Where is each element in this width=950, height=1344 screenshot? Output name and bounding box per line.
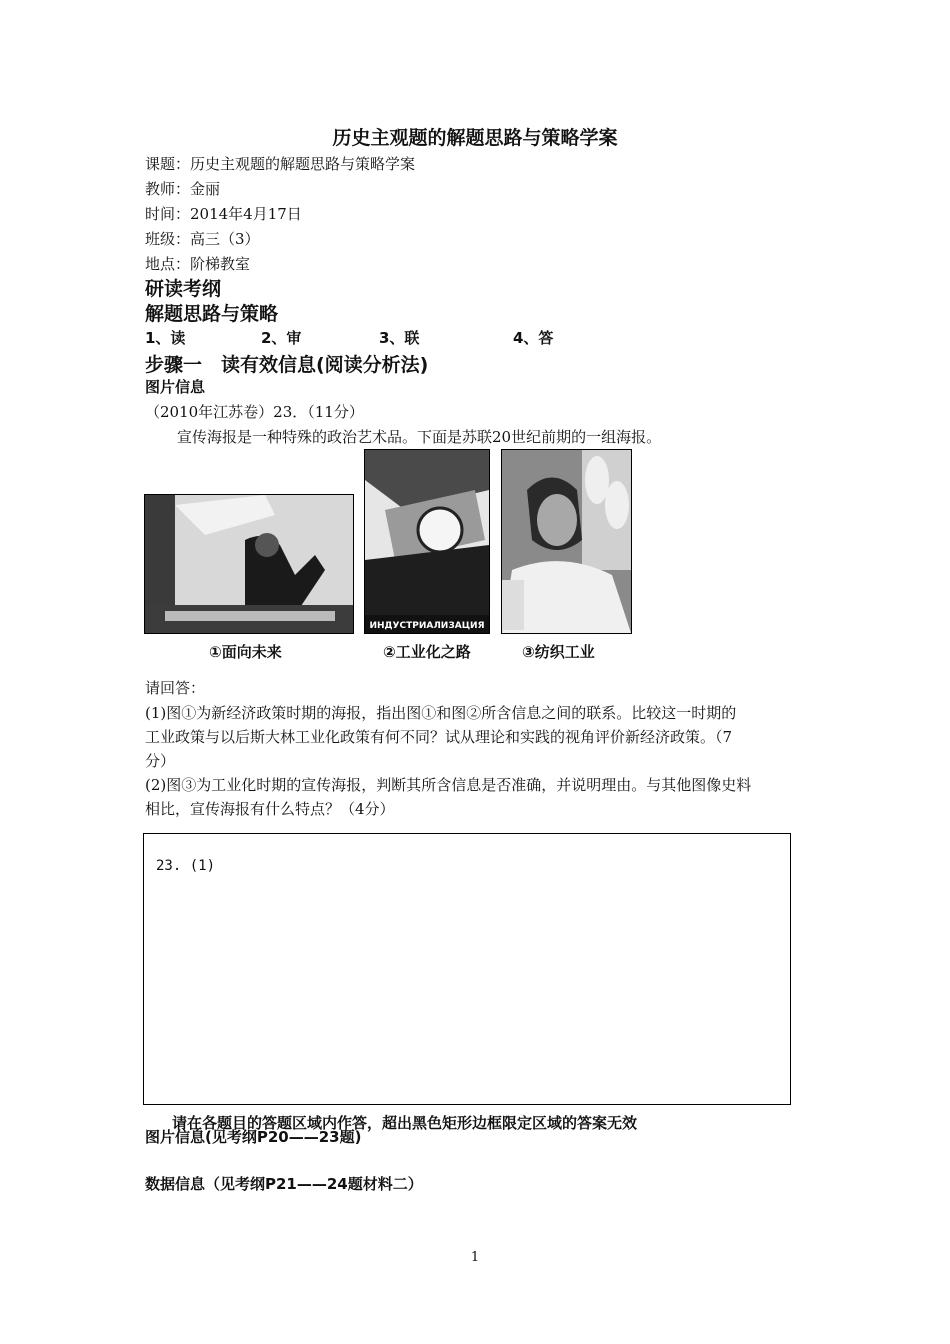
answer-area-warning: 请在各题目的答题区域内作答，超出黑色矩形边框限定区域的答案无效 (172, 1114, 638, 1132)
heading-syllabus: 研读考纲 (145, 278, 222, 300)
question-1-line-3: 分） (145, 752, 176, 770)
question-intro: 宣传海报是一种特殊的政治艺术品。下面是苏联20世纪前期的一组海报。 (177, 428, 662, 446)
question-1-line-1: (1)图①为新经济政策时期的海报，指出图①和图②所含信息之间的联系。比较这一时期的 (145, 704, 737, 722)
step-read: 1、读 (145, 329, 186, 347)
document-title: 历史主观题的解题思路与策略学案 (332, 127, 618, 149)
meta-date: 时间：2014年4月17日 (145, 205, 302, 223)
step-connect: 3、联 (379, 329, 420, 347)
step-answer: 4、答 (513, 329, 554, 347)
meta-class: 班级：高三（3） (145, 230, 260, 248)
poster-caption-1: ①面向未来 (209, 643, 282, 661)
meta-location: 地点：阶梯教室 (145, 255, 251, 273)
poster-image (365, 450, 489, 633)
answer-prompt: 请回答： (145, 679, 206, 697)
step-examine: 2、审 (261, 329, 302, 347)
poster-image (145, 495, 353, 633)
poster-image (502, 450, 631, 633)
sub-heading-image-info: 图片信息 (145, 378, 206, 396)
section-heading: 步骤一 读有效信息(阅读分析法) (145, 354, 429, 376)
reference-data-info: 数据信息（见考纲P21——24题材料二） (145, 1175, 423, 1193)
poster-industrialization (364, 449, 490, 634)
answer-label: 23. (1) (156, 858, 216, 874)
question-1-line-2: 工业政策与以后斯大林工业化政策有何不同？试从理论和实践的视角评价新经济政策。（7 (145, 728, 733, 746)
poster-textile-industry (501, 449, 632, 634)
heading-strategy: 解题思路与策略 (145, 303, 279, 325)
poster-facing-future (144, 494, 354, 634)
question-source: （2010年江苏卷）23．（11分） (145, 403, 364, 421)
meta-topic: 课题：历史主观题的解题思路与策略学案 (145, 155, 416, 173)
answer-area[interactable] (143, 833, 791, 1105)
reference-image-info: 图片信息(见考纲P20——23题) (145, 1128, 362, 1146)
poster-caption-2: ②工业化之路 (383, 643, 471, 661)
page-number: 1 (470, 1250, 480, 1265)
question-2-line-2: 相比，宣传海报有什么特点？（4分） (145, 800, 395, 818)
poster-2-lettering: ИНДУСТРИАЛИЗАЦИЯ (369, 621, 485, 631)
poster-caption-3: ③纺织工业 (522, 643, 595, 661)
meta-teacher: 教师：金丽 (145, 180, 221, 198)
question-2-line-1: (2)图③为工业化时期的宣传海报，判断其所含信息是否准确，并说明理由。与其他图像史料 (145, 776, 752, 794)
